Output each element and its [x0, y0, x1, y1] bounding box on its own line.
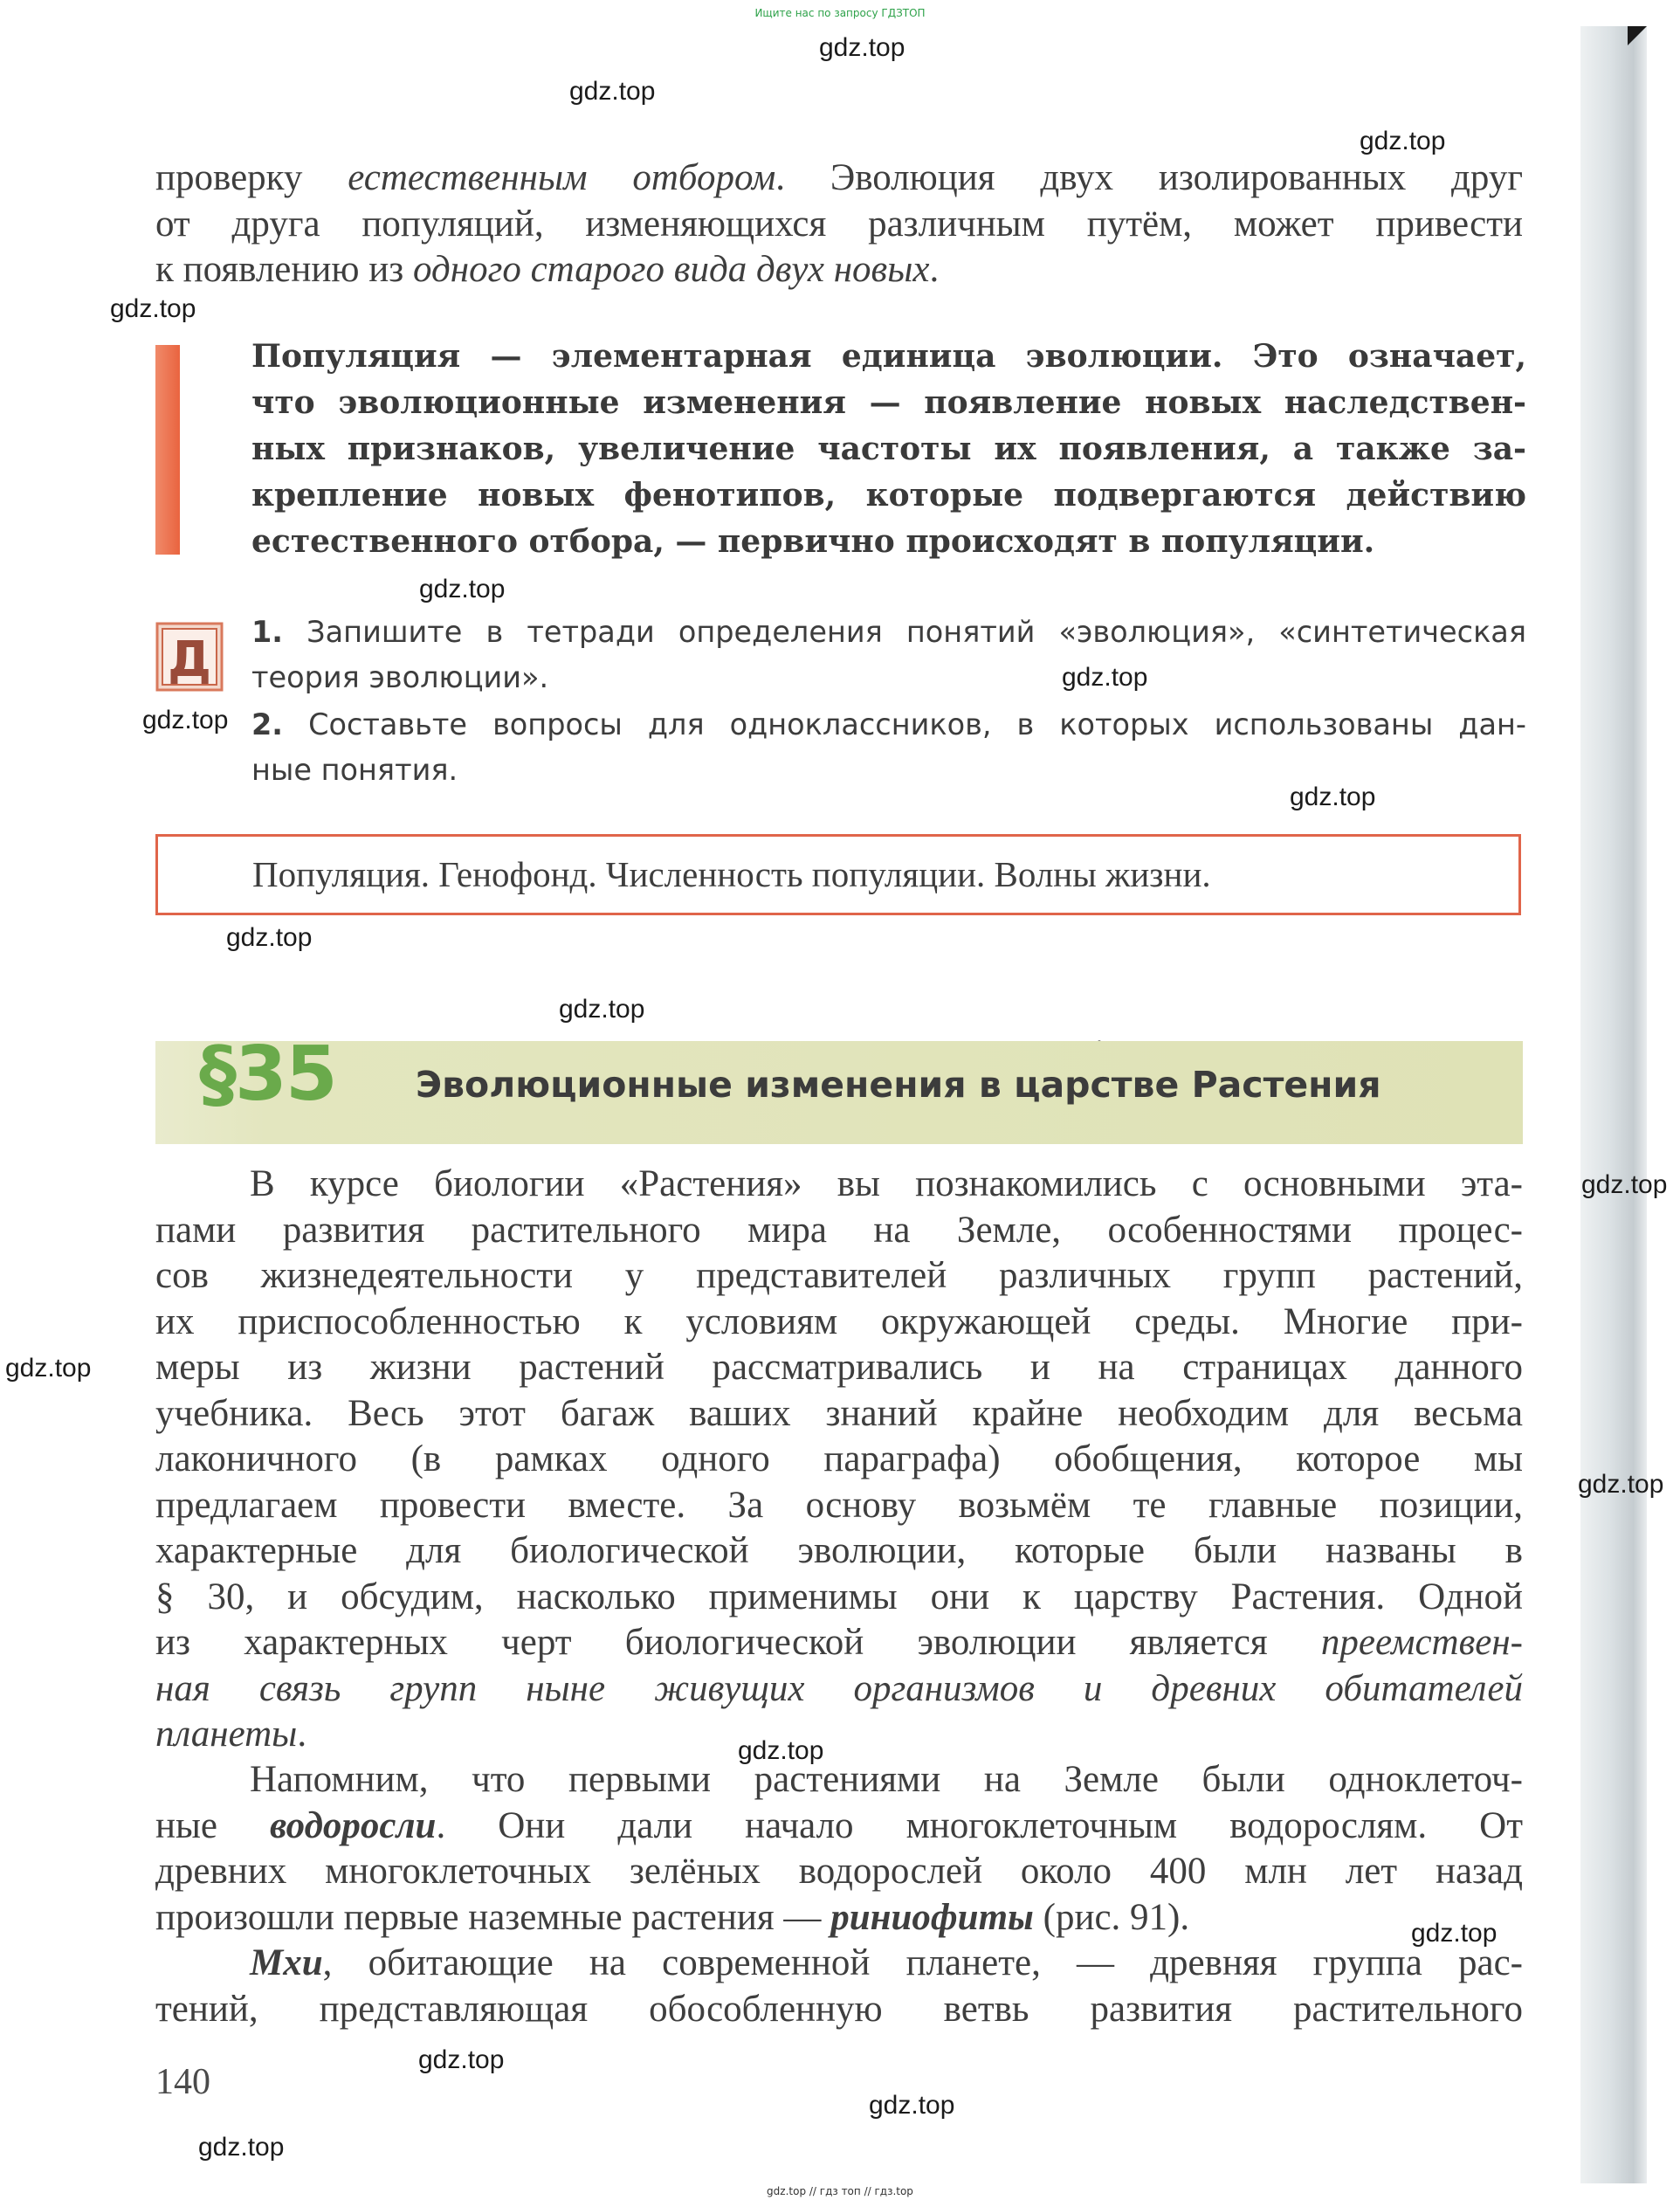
- text-line: 1. Запишите в тетради определения понятий «эволюция», «синтетическая: [251, 615, 1526, 649]
- text-line: планеты.: [155, 1714, 307, 1755]
- watermark: gdz.top: [819, 33, 905, 62]
- intro-paragraph: [155, 155, 1523, 293]
- watermark: gdz.top: [110, 294, 196, 323]
- text-line: их приспособленностью к условиям окружающей среды. Многие при-: [155, 1300, 1523, 1342]
- text-line: ные водоросли. Они дали начало многоклеточным водорослям. От: [155, 1804, 1523, 1846]
- section-title: Эволюционные изменения в царстве Растения: [416, 1064, 1381, 1106]
- task-2: [251, 702, 1526, 793]
- watermark: gdz.top: [869, 2091, 955, 2120]
- text-line: древних многоклеточных зелёных водорослей около 400 млн лет назад: [155, 1851, 1523, 1892]
- text-line: Популяция — элементарная единица эволюции. Это означает,: [251, 338, 1526, 375]
- rule-statement: [251, 334, 1526, 565]
- text-line: сов жизнедеятельности у представителей различных групп растений,: [155, 1255, 1523, 1296]
- text-line: естественного отбора, — первично происходят в популяции.: [251, 523, 1375, 560]
- body-paragraph-1: [155, 1162, 1523, 1758]
- watermark: gdz.top: [142, 706, 229, 734]
- text-line: лаконичного (в рамках одного параграфа) обобщения, которое мы: [155, 1438, 1523, 1479]
- text-line: из характерных черт биологической эволюции является преемствен-: [155, 1622, 1523, 1663]
- bottom-banner: gdz.top // гдз топ // гдз.top: [767, 2185, 913, 2197]
- text-line: 2. Составьте вопросы для одноклассников, в которых использованы дан-: [251, 707, 1526, 741]
- watermark: gdz.top: [1360, 127, 1446, 155]
- text-line: пами развития растительного мира на Земле, особенностями процес-: [155, 1209, 1523, 1251]
- watermark: gdz.top: [226, 923, 313, 952]
- watermark: gdz.top: [569, 77, 656, 106]
- text-line: ные понятия.: [251, 753, 458, 787]
- homework-icon-letter: Д: [168, 631, 211, 688]
- watermark: gdz.top: [738, 1736, 824, 1765]
- text-line: теория эволюции».: [251, 660, 549, 694]
- body-paragraph-2: [155, 1757, 1523, 1941]
- page-number: 140: [155, 2062, 210, 2102]
- watermark: gdz.top: [1581, 1170, 1668, 1199]
- text-line: к появлению из одного старого вида двух новых.: [155, 249, 940, 290]
- watermark: gdz.top: [419, 575, 506, 603]
- watermark: gdz.top: [1411, 1919, 1498, 1948]
- text-line: что эволюционные изменения — появление новых наследствен-: [251, 384, 1526, 421]
- watermark: gdz.top: [5, 1354, 92, 1383]
- watermark: gdz.top: [198, 2133, 285, 2162]
- task-1: [251, 610, 1526, 700]
- watermark: gdz.top: [1290, 783, 1376, 811]
- text-line: Мхи, обитающие на современной планете, — древняя группа рас-: [250, 1942, 1523, 1983]
- text-line: тений, представляющая обособленную ветвь развития растительного: [155, 1988, 1523, 2030]
- text-line: проверку естественным отбором. Эволюция двух изолированных друг: [155, 157, 1523, 198]
- book-spine-shadow: [1580, 26, 1647, 2183]
- text-line: от друга популяций, изменяющихся различным путём, может привести: [155, 203, 1523, 245]
- text-line: ных признаков, увеличение частоты их появления, а также за-: [251, 431, 1526, 467]
- watermark: gdz.top: [1062, 663, 1148, 692]
- text-line: характерные для биологической эволюции, которые были названы в: [155, 1530, 1523, 1571]
- text-line: произошли первые наземные растения — риниофиты (рис. 91).: [155, 1896, 1190, 1938]
- text-line: Напомним, что первыми растениями на Земле были одноклеточ-: [250, 1759, 1523, 1800]
- watermark: gdz.top: [418, 2045, 505, 2074]
- page-corner: [1628, 26, 1647, 45]
- keywords-box: Популяция. Генофонд. Численность популяции. Волны жизни.: [155, 834, 1521, 915]
- text-line: меры из жизни растений рассматривались и на страницах данного: [155, 1347, 1523, 1388]
- text-line: § 30, и обсудим, насколько применимы они к царству Растения. Одной: [155, 1576, 1523, 1617]
- text-line: учебника. Весь этот багаж ваших знаний крайне необходим для весьма: [155, 1392, 1523, 1434]
- text-line: ная связь групп ныне живущих организмов и древних обитателей: [155, 1667, 1523, 1709]
- section-number: §35: [199, 1031, 336, 1118]
- text-line: крепление новых фенотипов, которые подвергаются действию: [251, 477, 1526, 514]
- homework-icon: [155, 622, 225, 693]
- body-paragraph-3: [155, 1941, 1523, 2032]
- rule-accent-bar: [155, 345, 180, 555]
- text-line: предлагаем провести вместе. За основу возьмём те главные позиции,: [155, 1484, 1523, 1526]
- watermark: gdz.top: [559, 995, 645, 1024]
- watermark: gdz.top: [1578, 1470, 1664, 1499]
- top-banner: Ищите нас по запросу ГДЗТОП: [754, 7, 926, 19]
- text-line: В курсе биологии «Растения» вы познакомились с основными эта-: [250, 1163, 1523, 1204]
